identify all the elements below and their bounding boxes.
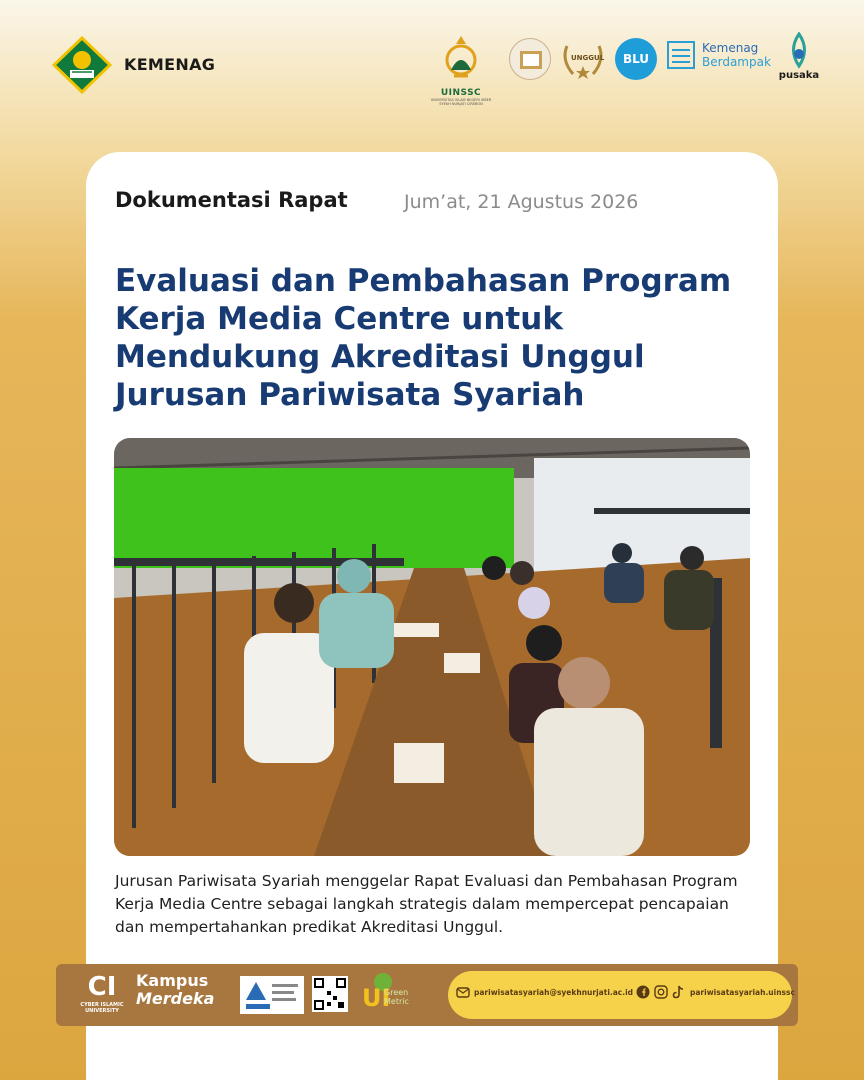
- pusaka-label: pusaka: [778, 70, 820, 81]
- berdampak-line2: Berdampak: [702, 55, 771, 69]
- cyber-text: CYBER ISLAMIC UNIVERSITY: [80, 1002, 124, 1014]
- post-category: Dokumentasi Rapat: [115, 188, 348, 212]
- pusaka-drop-icon: [776, 32, 822, 70]
- blu-logo: BLU: [615, 38, 657, 80]
- partner-badge-1: [509, 38, 551, 80]
- qr-pattern: [312, 976, 348, 1012]
- unggul-badge: [559, 38, 607, 80]
- certification-badge: [240, 976, 304, 1014]
- org-name: KEMENAG: [124, 55, 216, 74]
- greenmetric-text: Green Metric: [384, 988, 409, 1006]
- header: [0, 0, 864, 130]
- kemenag-logo: [52, 36, 112, 94]
- merdeka-line2: Merdeka: [136, 989, 215, 1008]
- ui-greenmetric-logo: [360, 972, 430, 1018]
- pusaka-logo: [776, 32, 822, 88]
- merdeka-line1: Kampus: [136, 971, 209, 990]
- badge-icon: [510, 39, 552, 81]
- post-caption: Jurusan Pariwisata Syariah menggelar Rapat Evaluasi dan Pembahasan Program Kerja Media Centre sebagai langkah strategis dalam mempercepat pencapaian dan mempertahankan predikat Akreditasi Unggul.: [115, 872, 738, 936]
- tiktok-icon[interactable]: [671, 985, 685, 999]
- certification-icon: [240, 976, 304, 1014]
- cyber-islamic-university-logo: [76, 972, 128, 1022]
- facebook-icon[interactable]: [636, 985, 650, 999]
- meeting-photo-illustration: [114, 438, 750, 856]
- cyber-mark: CI: [87, 972, 117, 1002]
- uinssc-label: UINSSC: [440, 88, 482, 98]
- unggul-label: UNGGUL: [571, 54, 605, 62]
- qr-code-icon: [312, 976, 348, 1012]
- meeting-photo: [114, 438, 750, 856]
- berdampak-line1: Kemenag: [702, 41, 759, 55]
- uinssc-emblem-icon: [436, 32, 486, 84]
- greenmetric-mark: UI: [362, 984, 391, 1012]
- uinssc-sub: UNIVERSITAS ISLAM NEGERI SIBER SYEKH NURJATI CIREBON: [430, 98, 492, 106]
- kemenag-berdampak-logo: [666, 40, 776, 70]
- berdampak-icon: [666, 40, 698, 70]
- instagram-icon[interactable]: [654, 985, 668, 999]
- uinssc-logo: [428, 32, 494, 112]
- social-handle[interactable]: pariwisatasyariah.uinssc: [690, 988, 795, 997]
- post-title: Evaluasi dan Pembahasan Program Kerja Media Centre untuk Mendukung Akreditasi Unggul Jurusan Pariwisata Syariah: [115, 263, 732, 413]
- mail-icon: [456, 985, 470, 999]
- post-date: Jum’at, 21 Agustus 2026: [404, 191, 639, 213]
- kampus-merdeka-logo: [136, 972, 228, 1016]
- contact-email[interactable]: pariwisatasyariah@syekhnurjati.ac.id: [474, 988, 634, 997]
